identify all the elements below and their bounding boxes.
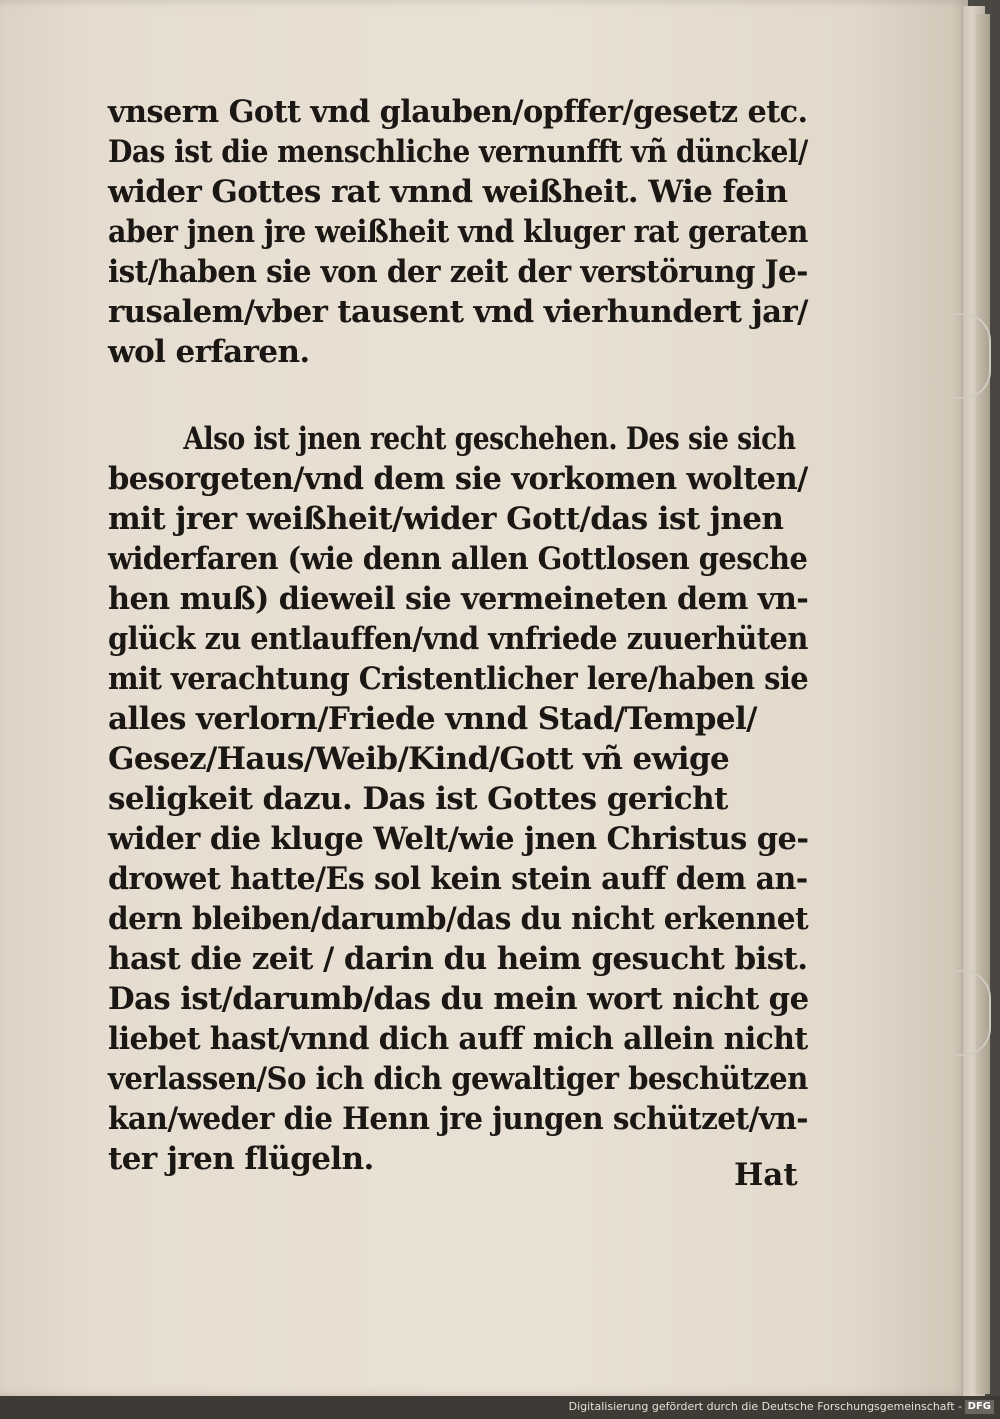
page-edge-back xyxy=(976,14,990,1394)
text-line: besorgeten/vnd dem sie vorkomen wolten/ xyxy=(108,461,808,497)
text-line: Gesez/Haus/Weib/Kind/Gott vñ ewige xyxy=(108,741,730,777)
text-line: widerfaren (wie denn allen Gottlosen gesche xyxy=(108,541,808,577)
text-line: verlassen/So ich dich gewaltiger beschützen xyxy=(108,1061,808,1097)
paragraph-1 xyxy=(108,92,808,372)
text-line: wider die kluge Welt/wie jnen Christus ge- xyxy=(108,821,809,857)
text-line: ter jren flügeln. xyxy=(108,1141,374,1177)
catchword: Hat xyxy=(734,1157,798,1193)
text-line: wider Gottes rat vnnd weißheit. Wie fein xyxy=(108,174,788,210)
text-line: Das ist/darumb/das du mein wort nicht ge xyxy=(108,981,809,1017)
page-tab-lower xyxy=(955,970,991,1056)
text-line: mit verachtung Cristentlicher lere/haben sie xyxy=(108,661,809,697)
text-line: kan/weder die Henn jre jungen schützet/vn- xyxy=(108,1101,808,1137)
text-line: mit jrer weißheit/wider Gott/das ist jnen xyxy=(108,501,784,537)
page-text xyxy=(108,92,808,1179)
text-line: aber jnen jre weißheit vnd kluger rat geraten xyxy=(108,214,808,250)
text-line: glück zu entlauffen/vnd vnfriede zuuerhüten xyxy=(108,621,808,657)
text-line: rusalem/vber tausent vnd vierhundert jar/ xyxy=(108,294,808,330)
text-line: Das ist die menschliche vernunfft vñ dünckel/ xyxy=(108,134,808,170)
text-line: hast die zeit / darin du heim gesucht bist. xyxy=(108,941,808,977)
funding-credit: Digitalisierung gefördert durch die Deutsche Forschungsgemeinschaft - xyxy=(568,1400,962,1413)
paragraph-gap xyxy=(108,372,808,419)
text-line: liebet hast/vnnd dich auff mich allein nicht xyxy=(108,1021,808,1057)
text-line: hen muß) dieweil sie vermeineten dem vn- xyxy=(108,581,809,617)
text-line: Also ist jnen recht geschehen. Des sie sich xyxy=(183,421,796,457)
text-line: seligkeit dazu. Das ist Gottes gericht xyxy=(108,781,728,817)
text-line: alles verlorn/Friede vnnd Stad/Tempel/ xyxy=(108,701,757,737)
text-line: vnsern Gott vnd glauben/opffer/gesetz etc. xyxy=(108,94,808,130)
dfg-logo: DFG xyxy=(965,1400,994,1414)
text-line: drowet hatte/Es sol kein stein auff dem an- xyxy=(108,861,808,897)
text-line: dern bleiben/darumb/das du nicht erkennet xyxy=(108,901,809,937)
text-line: ist/haben sie von der zeit der verstörung Je- xyxy=(108,254,808,290)
paragraph-2 xyxy=(108,419,808,1179)
page-tab-upper xyxy=(955,313,991,399)
text-line: wol erfaren. xyxy=(108,334,310,370)
